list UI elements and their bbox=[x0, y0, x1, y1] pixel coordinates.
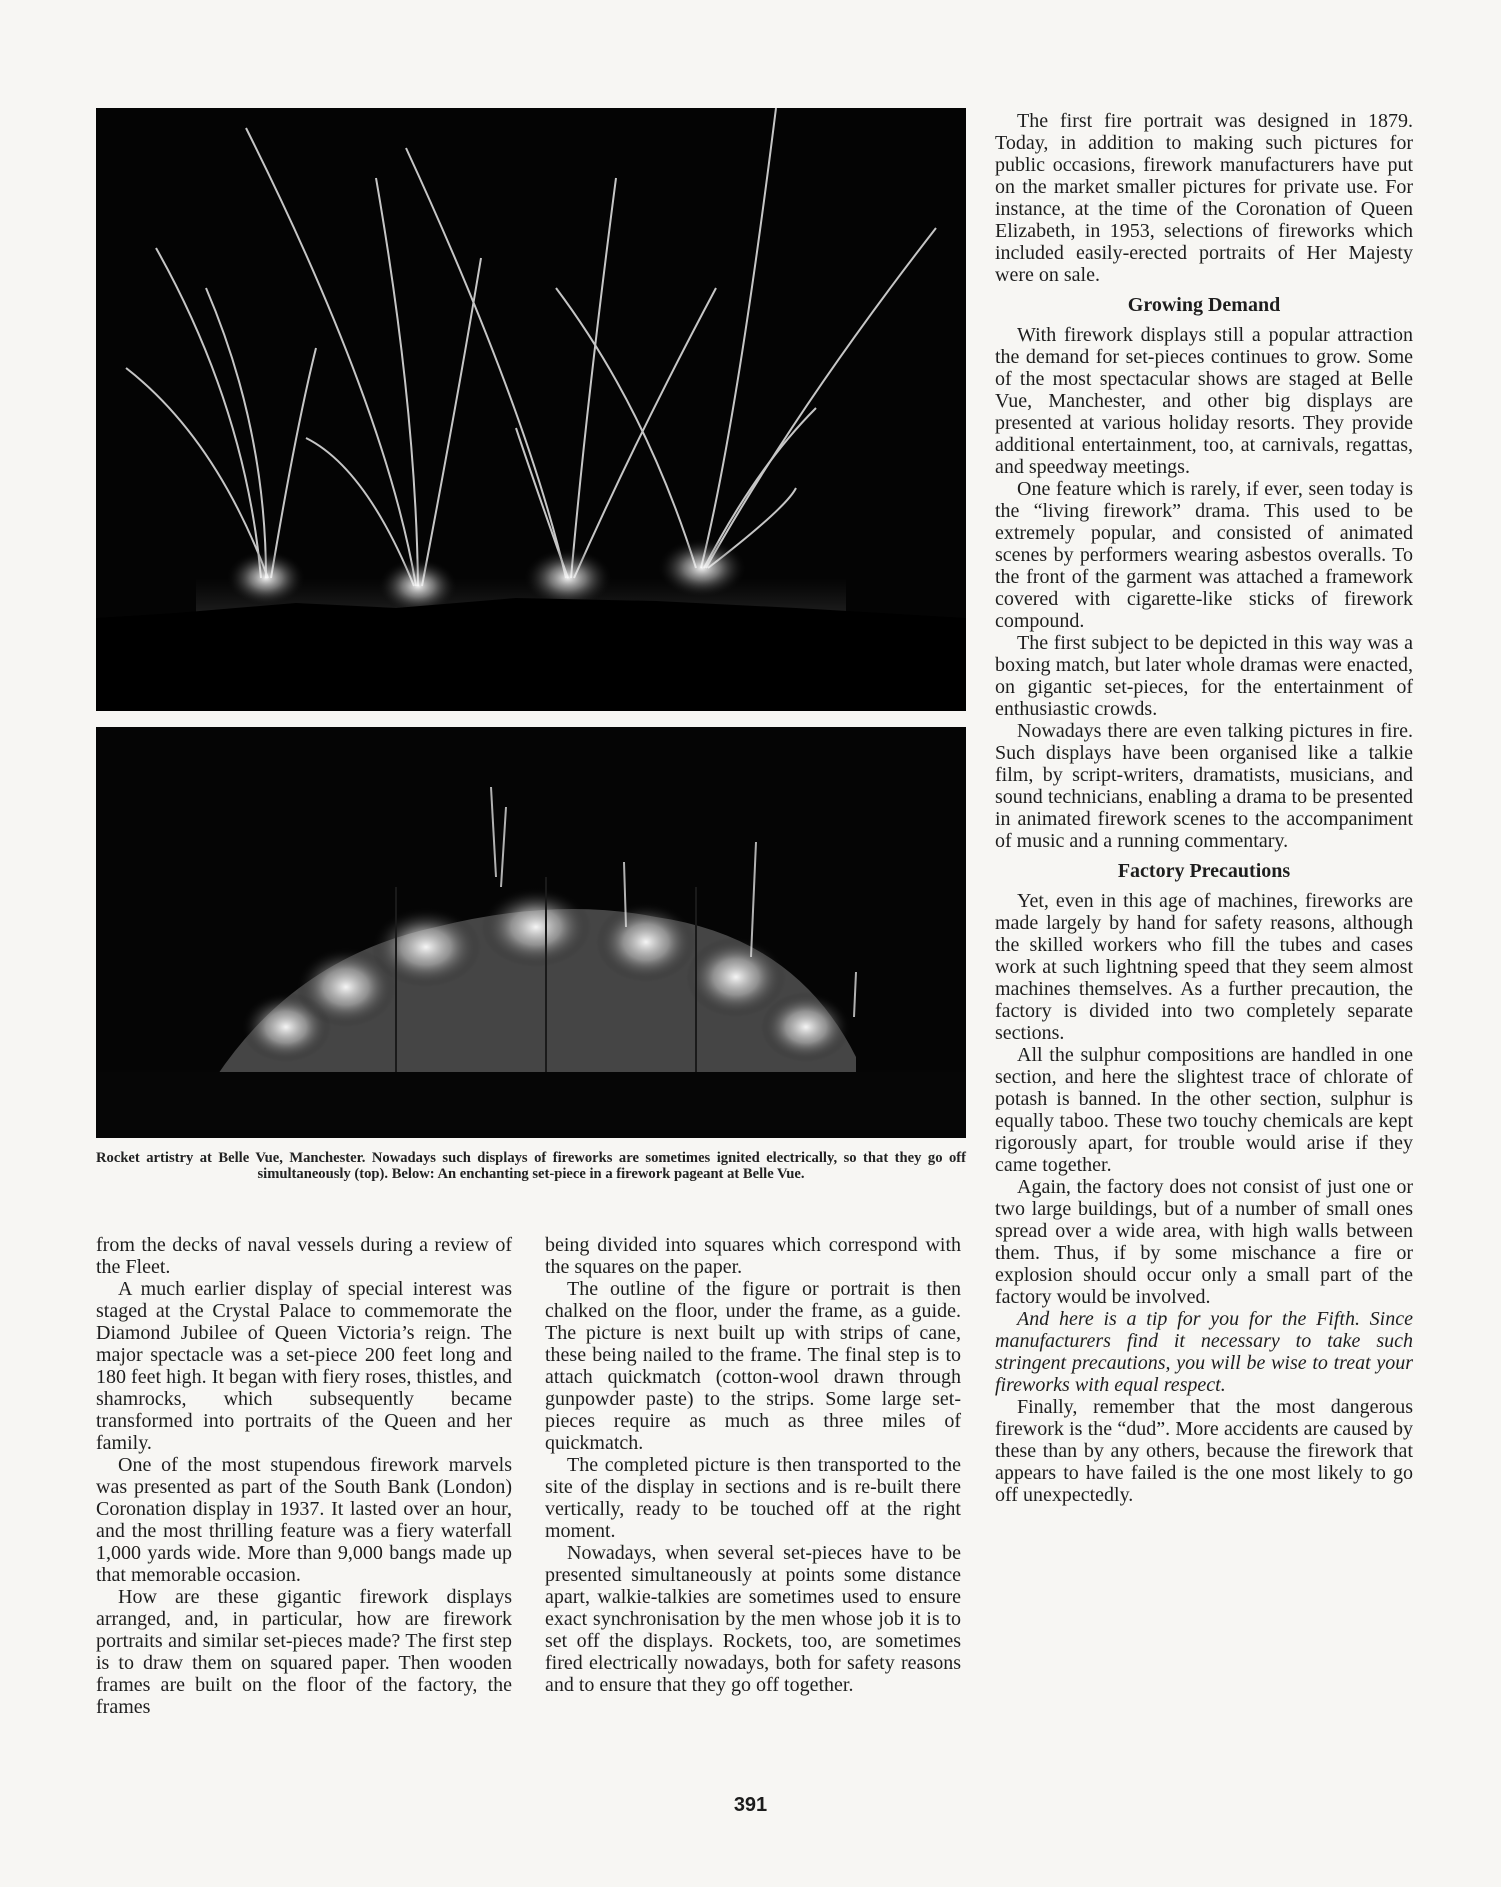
paragraph: Yet, even in this age of machines, fireworks are made largely by hand for safety reasons, although the skilled workers who fill the tubes and cases work at such lightning speed that they seem almost machines themselves. As a further precaution, the factory is divided into two completely separate sections. bbox=[995, 890, 1413, 1044]
section-heading-factory-precautions: Factory Precautions bbox=[1117, 860, 1291, 882]
paragraph: The outline of the figure or portrait is then chalked on the floor, under the frame, as a guide. The picture is next built up with strips of cane, these being nailed to the frame. The final step is to attach quickmatch (cotton-wool drawn through gunpowder paste) to the strips. Some large set-pieces require as much as three miles of quickmatch. bbox=[545, 1278, 961, 1454]
tip-paragraph: And here is a tip for you for the Fifth. Since manufacturers find it necessary to take such stringent precautions, you will be wise to treat your fireworks with equal respect. bbox=[995, 1308, 1413, 1396]
set-piece-illustration bbox=[96, 727, 966, 1138]
paragraph: Again, the factory does not consist of just one or two large buildings, but of a number of small ones spread over a wide area, with high walls between them. Thus, if by some mischance a fire or explosion should occur only a small part of the factory would be involved. bbox=[995, 1176, 1413, 1308]
rockets-photo bbox=[96, 108, 966, 711]
paragraph: The first subject to be depicted in this way was a boxing match, but later whole dramas were enacted, on gigantic set-pieces, for the entertainment of enthusiastic crowds. bbox=[995, 632, 1413, 720]
text-column-2 bbox=[545, 1234, 961, 1696]
rockets-illustration bbox=[96, 108, 966, 711]
page-number: 391 bbox=[733, 1794, 768, 1816]
text-column-1 bbox=[96, 1234, 512, 1718]
paragraph: from the decks of naval vessels during a review of the Fleet. bbox=[96, 1234, 512, 1278]
set-piece-photo bbox=[96, 727, 966, 1138]
paragraph: How are these gigantic firework displays arranged, and, in particular, how are firework portraits and similar set-pieces made? The first step is to draw them on squared paper. Then wooden frames are built on the floor of the factory, the frames bbox=[96, 1586, 512, 1718]
paragraph: One feature which is rarely, if ever, seen today is the “living firework” drama. This used to be extremely popular, and consisted of animated scenes by performers wearing asbestos overalls. To the front of the garment was attached a framework covered with cigarette-like sticks of firework compound. bbox=[995, 478, 1413, 632]
paragraph: Nowadays there are even talking pictures in fire. Such displays have been organised like a talkie film, by script-writers, dramatists, musicians, and sound technicians, enabling a drama to be presented in animated firework scenes to the accompaniment of music and a running commentary. bbox=[995, 720, 1413, 852]
paragraph: Finally, remember that the most dangerous firework is the “dud”. More accidents are caused by these than by any others, because the firework that appears to have failed is the one most likely to go off unexpectedly. bbox=[995, 1396, 1413, 1506]
paragraph: A much earlier display of special interest was staged at the Crystal Palace to commemorate the Diamond Jubilee of Queen Victoria’s reign. The major spectacle was a set-piece 200 feet long and 180 feet high. It began with fiery roses, thistles, and shamrocks, which subsequently became transformed into portraits of the Queen and her family. bbox=[96, 1278, 512, 1454]
text-column-3 bbox=[995, 110, 1413, 1506]
paragraph: One of the most stupendous firework marvels was presented as part of the South Bank (London) Coronation display in 1937. It lasted over an hour, and the most thrilling feature was a fiery waterfall 1,000 yards wide. More than 9,000 bangs made up that memorable occasion. bbox=[96, 1454, 512, 1586]
paragraph: With firework displays still a popular attraction the demand for set-pieces continues to grow. Some of the most spectacular shows are staged at Belle Vue, Manchester, and other big displays are presented at various holiday resorts. They provide additional entertainment, too, at carnivals, regattas, and speedway meetings. bbox=[995, 324, 1413, 478]
paragraph: being divided into squares which correspond with the squares on the paper. bbox=[545, 1234, 961, 1278]
paragraph: Nowadays, when several set-pieces have to be presented simultaneously at points some distance apart, walkie-talkies are sometimes used to ensure exact synchronisation by the men whose job it is to set off the displays. Rockets, too, are sometimes fired electrically nowadays, both for safety reasons and to ensure that they go off together. bbox=[545, 1542, 961, 1696]
photo-caption: Rocket artistry at Belle Vue, Manchester. Nowadays such displays of fireworks are sometimes ignited electrically, so that they go off simultaneously (top). Below: An enchanting set-piece in a firework pageant at Belle Vue. bbox=[96, 1150, 966, 1182]
paragraph: The completed picture is then transported to the site of the display in sections and is re-built there vertically, ready to be touched off at the right moment. bbox=[545, 1454, 961, 1542]
paragraph: The first fire portrait was designed in 1879. Today, in addition to making such pictures for public occasions, firework manufacturers have put on the market smaller pictures for private use. For instance, at the time of the Coronation of Queen Elizabeth, in 1953, selections of fireworks which included easily-erected portraits of Her Majesty were on sale. bbox=[995, 110, 1413, 286]
paragraph: All the sulphur compositions are handled in one section, and here the slightest trace of chlorate of potash is banned. In the other section, sulphur is equally taboo. These two touchy chemicals are kept rigorously apart, for trouble would arise if they came together. bbox=[995, 1044, 1413, 1176]
section-heading-growing-demand: Growing Demand bbox=[1127, 294, 1281, 316]
